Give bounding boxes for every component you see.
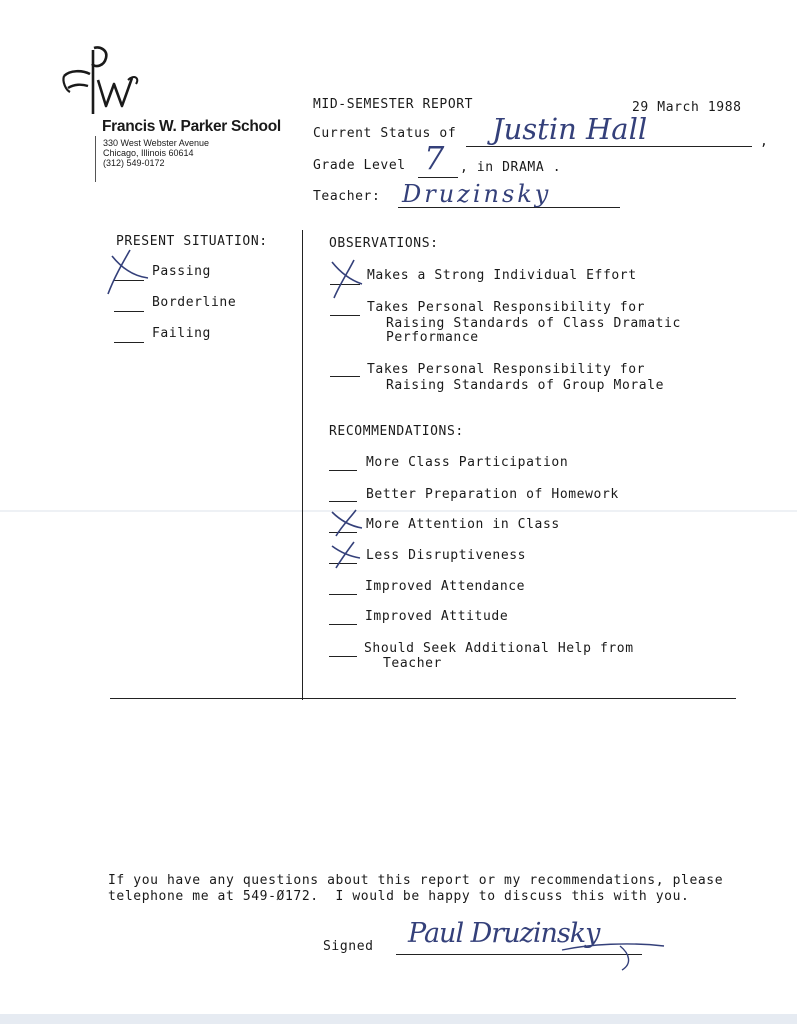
report-date: 29 March 1988 (632, 100, 742, 115)
situation-label: Failing (152, 326, 211, 341)
recommendations-heading: RECOMMENDATIONS: (329, 424, 464, 439)
teacher-name: Druzinsky (402, 180, 552, 208)
student-name-line (466, 146, 752, 147)
check-x-icon (104, 246, 152, 298)
school-name: Francis W. Parker School (102, 118, 281, 135)
observation-line-1: Makes a Strong Individual Effort (367, 268, 637, 283)
observations-heading: OBSERVATIONS: (329, 236, 439, 251)
check-x-icon (326, 256, 366, 300)
checkbox-blank[interactable] (329, 594, 357, 595)
recommendation-line-1: Better Preparation of Homework (366, 487, 619, 502)
checkbox-blank[interactable] (330, 376, 360, 377)
teacher-label: Teacher: (313, 189, 381, 204)
school-address-line-2: Chicago, Illinois 60614 (103, 148, 194, 158)
student-name: Justin Hall (492, 112, 648, 146)
present-situation-heading: PRESENT SITUATION: (116, 234, 268, 249)
checkbox-blank[interactable] (114, 311, 144, 312)
school-address-line-1: 330 West Webster Avenue (103, 138, 210, 148)
paper-fold-line (0, 510, 797, 512)
footer-line-1: If you have any questions about this report or my recommendations, please (108, 873, 724, 888)
status-label: Current Status of (313, 126, 457, 141)
grade-suffix: , in DRAMA . (460, 160, 562, 175)
recommendation-line-1: Improved Attendance (365, 579, 526, 594)
recommendation-line-1: Improved Attitude (365, 609, 509, 624)
section-bottom-rule (110, 698, 736, 699)
signed-label: Signed (323, 939, 374, 954)
recommendation-line-1: More Attention in Class (366, 517, 560, 532)
checkbox-blank[interactable] (114, 342, 144, 343)
recommendation-line-1: Should Seek Additional Help from (364, 641, 634, 656)
grade-label: Grade Level (313, 158, 406, 173)
check-x-icon (326, 508, 366, 538)
observation-line-2: Raising Standards of Class Dramatic (386, 316, 681, 331)
school-phone: (312) 549-0172 (103, 158, 165, 168)
recommendation-line-1: More Class Participation (366, 455, 569, 470)
situation-label: Borderline (152, 295, 237, 310)
observation-line-3: Performance (386, 330, 479, 345)
recommendation-line-1: Less Disruptiveness (366, 548, 527, 563)
situation-label: Passing (152, 264, 211, 279)
footer-line-2: telephone me at 549-Ø172. I would be happy to discuss this with you. (108, 889, 690, 904)
status-suffix: , (760, 134, 769, 149)
checkbox-blank[interactable] (329, 656, 357, 657)
column-divider (302, 230, 303, 700)
school-monogram-logo (60, 44, 142, 116)
grade-value: 7 (424, 139, 445, 177)
checkbox-blank[interactable] (329, 501, 357, 502)
checkbox-blank[interactable] (329, 470, 357, 471)
paper-bottom-edge (0, 1014, 797, 1024)
checkbox-blank[interactable] (329, 624, 357, 625)
observation-line-2: Raising Standards of Group Morale (386, 378, 665, 393)
observation-line-1: Takes Personal Responsibility for (367, 300, 646, 315)
observation-line-1: Takes Personal Responsibility for (367, 362, 646, 377)
recommendation-line-2: Teacher (383, 656, 442, 671)
letterhead-divider (95, 136, 96, 182)
signature-flourish-icon (560, 924, 670, 972)
checkbox-blank[interactable] (330, 315, 360, 316)
check-x-icon (326, 540, 366, 570)
signature: Paul Druzinsky (408, 918, 600, 949)
grade-line (418, 177, 458, 178)
report-title: MID-SEMESTER REPORT (313, 97, 474, 112)
